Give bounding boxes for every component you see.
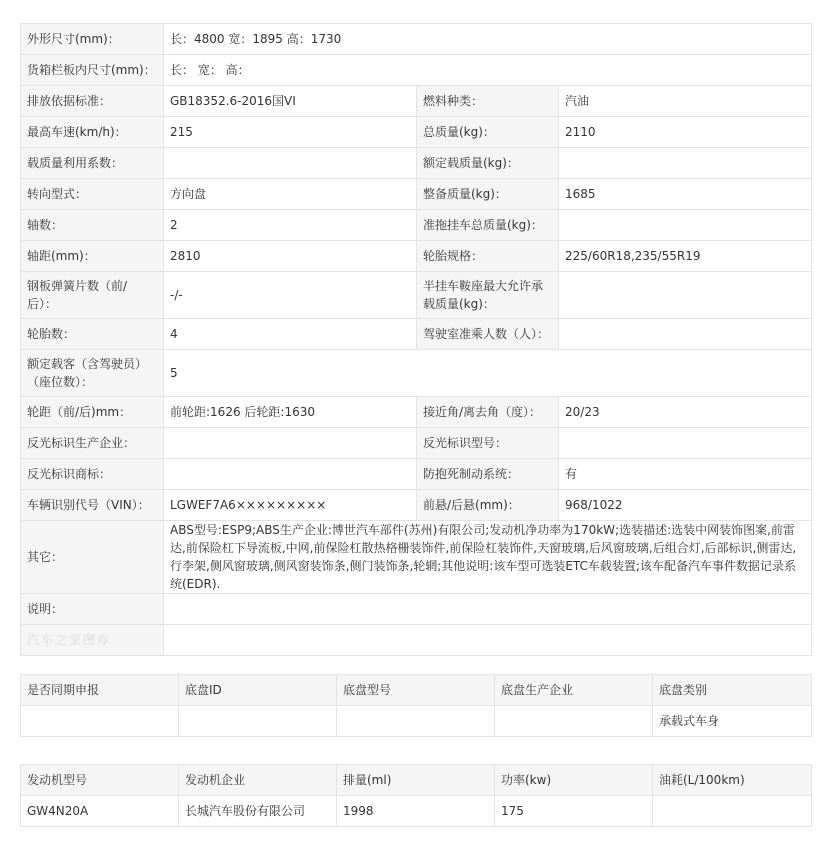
dimensions-label: 外形尺寸(mm)： xyxy=(21,24,164,55)
rated-load-value xyxy=(559,148,812,179)
vin-value: LGWEF7A6××××××××× xyxy=(164,490,417,521)
max-speed-label: 最高车速(km/h)： xyxy=(21,117,164,148)
cab-passengers-value xyxy=(559,319,812,350)
saddle-value xyxy=(559,272,812,319)
leaf-spring-value: -/- xyxy=(164,272,417,319)
axles-label: 轴数： xyxy=(21,210,164,241)
chassis-cell-maker xyxy=(495,706,653,737)
approach-label: 接近角/离去角（度）： xyxy=(417,397,559,428)
steering-label: 转向型式： xyxy=(21,179,164,210)
leaf-spring-label: 钢板弹簧片数（前/后）： xyxy=(21,272,164,319)
steering-value: 方向盘 xyxy=(164,179,417,210)
engine-cell-model: GW4N20A xyxy=(21,796,179,827)
note-value xyxy=(164,594,812,625)
tire-count-value: 4 xyxy=(164,319,417,350)
overhang-value: 968/1022 xyxy=(559,490,812,521)
emission-value: GB18352.6-2016国VI xyxy=(164,86,417,117)
overhang-label: 前悬/后悬(mm)： xyxy=(417,490,559,521)
cab-passengers-label: 驾驶室准乘人数（人）： xyxy=(417,319,559,350)
engine-header-model: 发动机型号 xyxy=(21,765,179,796)
trailer-mass-value xyxy=(559,210,812,241)
watermark: 汽车之家图库 xyxy=(21,625,164,656)
chassis-header-type: 底盘类别 xyxy=(653,675,812,706)
cargo-label: 货箱栏板内尺寸(mm)： xyxy=(21,55,164,86)
vin-label: 车辆识别代号（VIN）： xyxy=(21,490,164,521)
fuel-value: 汽油 xyxy=(559,86,812,117)
reflector-maker-value xyxy=(164,428,417,459)
reflector-model-value xyxy=(559,428,812,459)
rated-passengers-label: 额定载客（含驾驶员）（座位数）： xyxy=(21,350,164,397)
chassis-header-sync: 是否同期申报 xyxy=(21,675,179,706)
engine-cell-fuel-consumption xyxy=(653,796,812,827)
engine-header-power: 功率(kw) xyxy=(495,765,653,796)
max-speed-value: 215 xyxy=(164,117,417,148)
chassis-cell-model xyxy=(337,706,495,737)
chassis-cell-sync xyxy=(21,706,179,737)
other-value: ABS型号:ESP9;ABS生产企业:博世汽车部件(苏州)有限公司;发动机净功率为170kW;选装描述:选装中网装饰图案,前雷达,前保险杠下导流板,中网,前保险杠散热格栅装饰件,前保险杠装饰件,天窗玻璃,后风窗玻璃,后组合灯,后部标识,侧雷达,行李架,侧风窗玻璃,侧风窗装饰条,侧门装饰条,轮辋;其他说明:该车型可选装ETC车载装置;该车配备汽车事件数据记录系统(EDR). xyxy=(164,521,812,594)
curb-mass-value: 1685 xyxy=(559,179,812,210)
engine-cell-displacement: 1998 xyxy=(337,796,495,827)
load-util-value xyxy=(164,148,417,179)
approach-value: 20/23 xyxy=(559,397,812,428)
abs-label: 防抱死制动系统： xyxy=(417,459,559,490)
emission-label: 排放依据标准： xyxy=(21,86,164,117)
chassis-table xyxy=(20,674,812,737)
chassis-cell-type: 承载式车身 xyxy=(653,706,812,737)
chassis-cell-id xyxy=(179,706,337,737)
wheelbase-label: 轴距(mm)： xyxy=(21,241,164,272)
rated-passengers-value: 5 xyxy=(164,350,812,397)
spec-table xyxy=(20,23,812,656)
reflector-brand-value xyxy=(164,459,417,490)
other-label: 其它： xyxy=(21,521,164,594)
tire-spec-value: 225/60R18,235/55R19 xyxy=(559,241,812,272)
total-mass-label: 总质量(kg)： xyxy=(417,117,559,148)
curb-mass-label: 整备质量(kg)： xyxy=(417,179,559,210)
engine-table xyxy=(20,764,812,827)
note-label: 说明： xyxy=(21,594,164,625)
rated-load-label: 额定载质量(kg)： xyxy=(417,148,559,179)
fuel-label: 燃料种类： xyxy=(417,86,559,117)
engine-header-fuel-consumption: 油耗(L/100km) xyxy=(653,765,812,796)
chassis-header-model: 底盘型号 xyxy=(337,675,495,706)
tire-spec-label: 轮胎规格： xyxy=(417,241,559,272)
cargo-value: 长： 宽： 高： xyxy=(164,55,812,86)
track-label: 轮距（前/后)mm： xyxy=(21,397,164,428)
trailer-mass-label: 准拖挂车总质量(kg)： xyxy=(417,210,559,241)
saddle-label: 半挂车鞍座最大允许承载质量(kg)： xyxy=(417,272,559,319)
reflector-brand-label: 反光标识商标： xyxy=(21,459,164,490)
wheelbase-value: 2810 xyxy=(164,241,417,272)
axles-value: 2 xyxy=(164,210,417,241)
chassis-header-id: 底盘ID xyxy=(179,675,337,706)
dimensions-value: 长：4800 宽：1895 高：1730 xyxy=(164,24,812,55)
reflector-model-label: 反光标识型号： xyxy=(417,428,559,459)
engine-header-displacement: 排量(ml) xyxy=(337,765,495,796)
reflector-maker-label: 反光标识生产企业： xyxy=(21,428,164,459)
engine-header-maker: 发动机企业 xyxy=(179,765,337,796)
load-util-label: 载质量利用系数： xyxy=(21,148,164,179)
chassis-header-maker: 底盘生产企业 xyxy=(495,675,653,706)
track-value: 前轮距:1626 后轮距:1630 xyxy=(164,397,417,428)
total-mass-value: 2110 xyxy=(559,117,812,148)
blank-row-value xyxy=(164,625,812,656)
abs-value: 有 xyxy=(559,459,812,490)
engine-cell-maker: 长城汽车股份有限公司 xyxy=(179,796,337,827)
engine-cell-power: 175 xyxy=(495,796,653,827)
tire-count-label: 轮胎数： xyxy=(21,319,164,350)
